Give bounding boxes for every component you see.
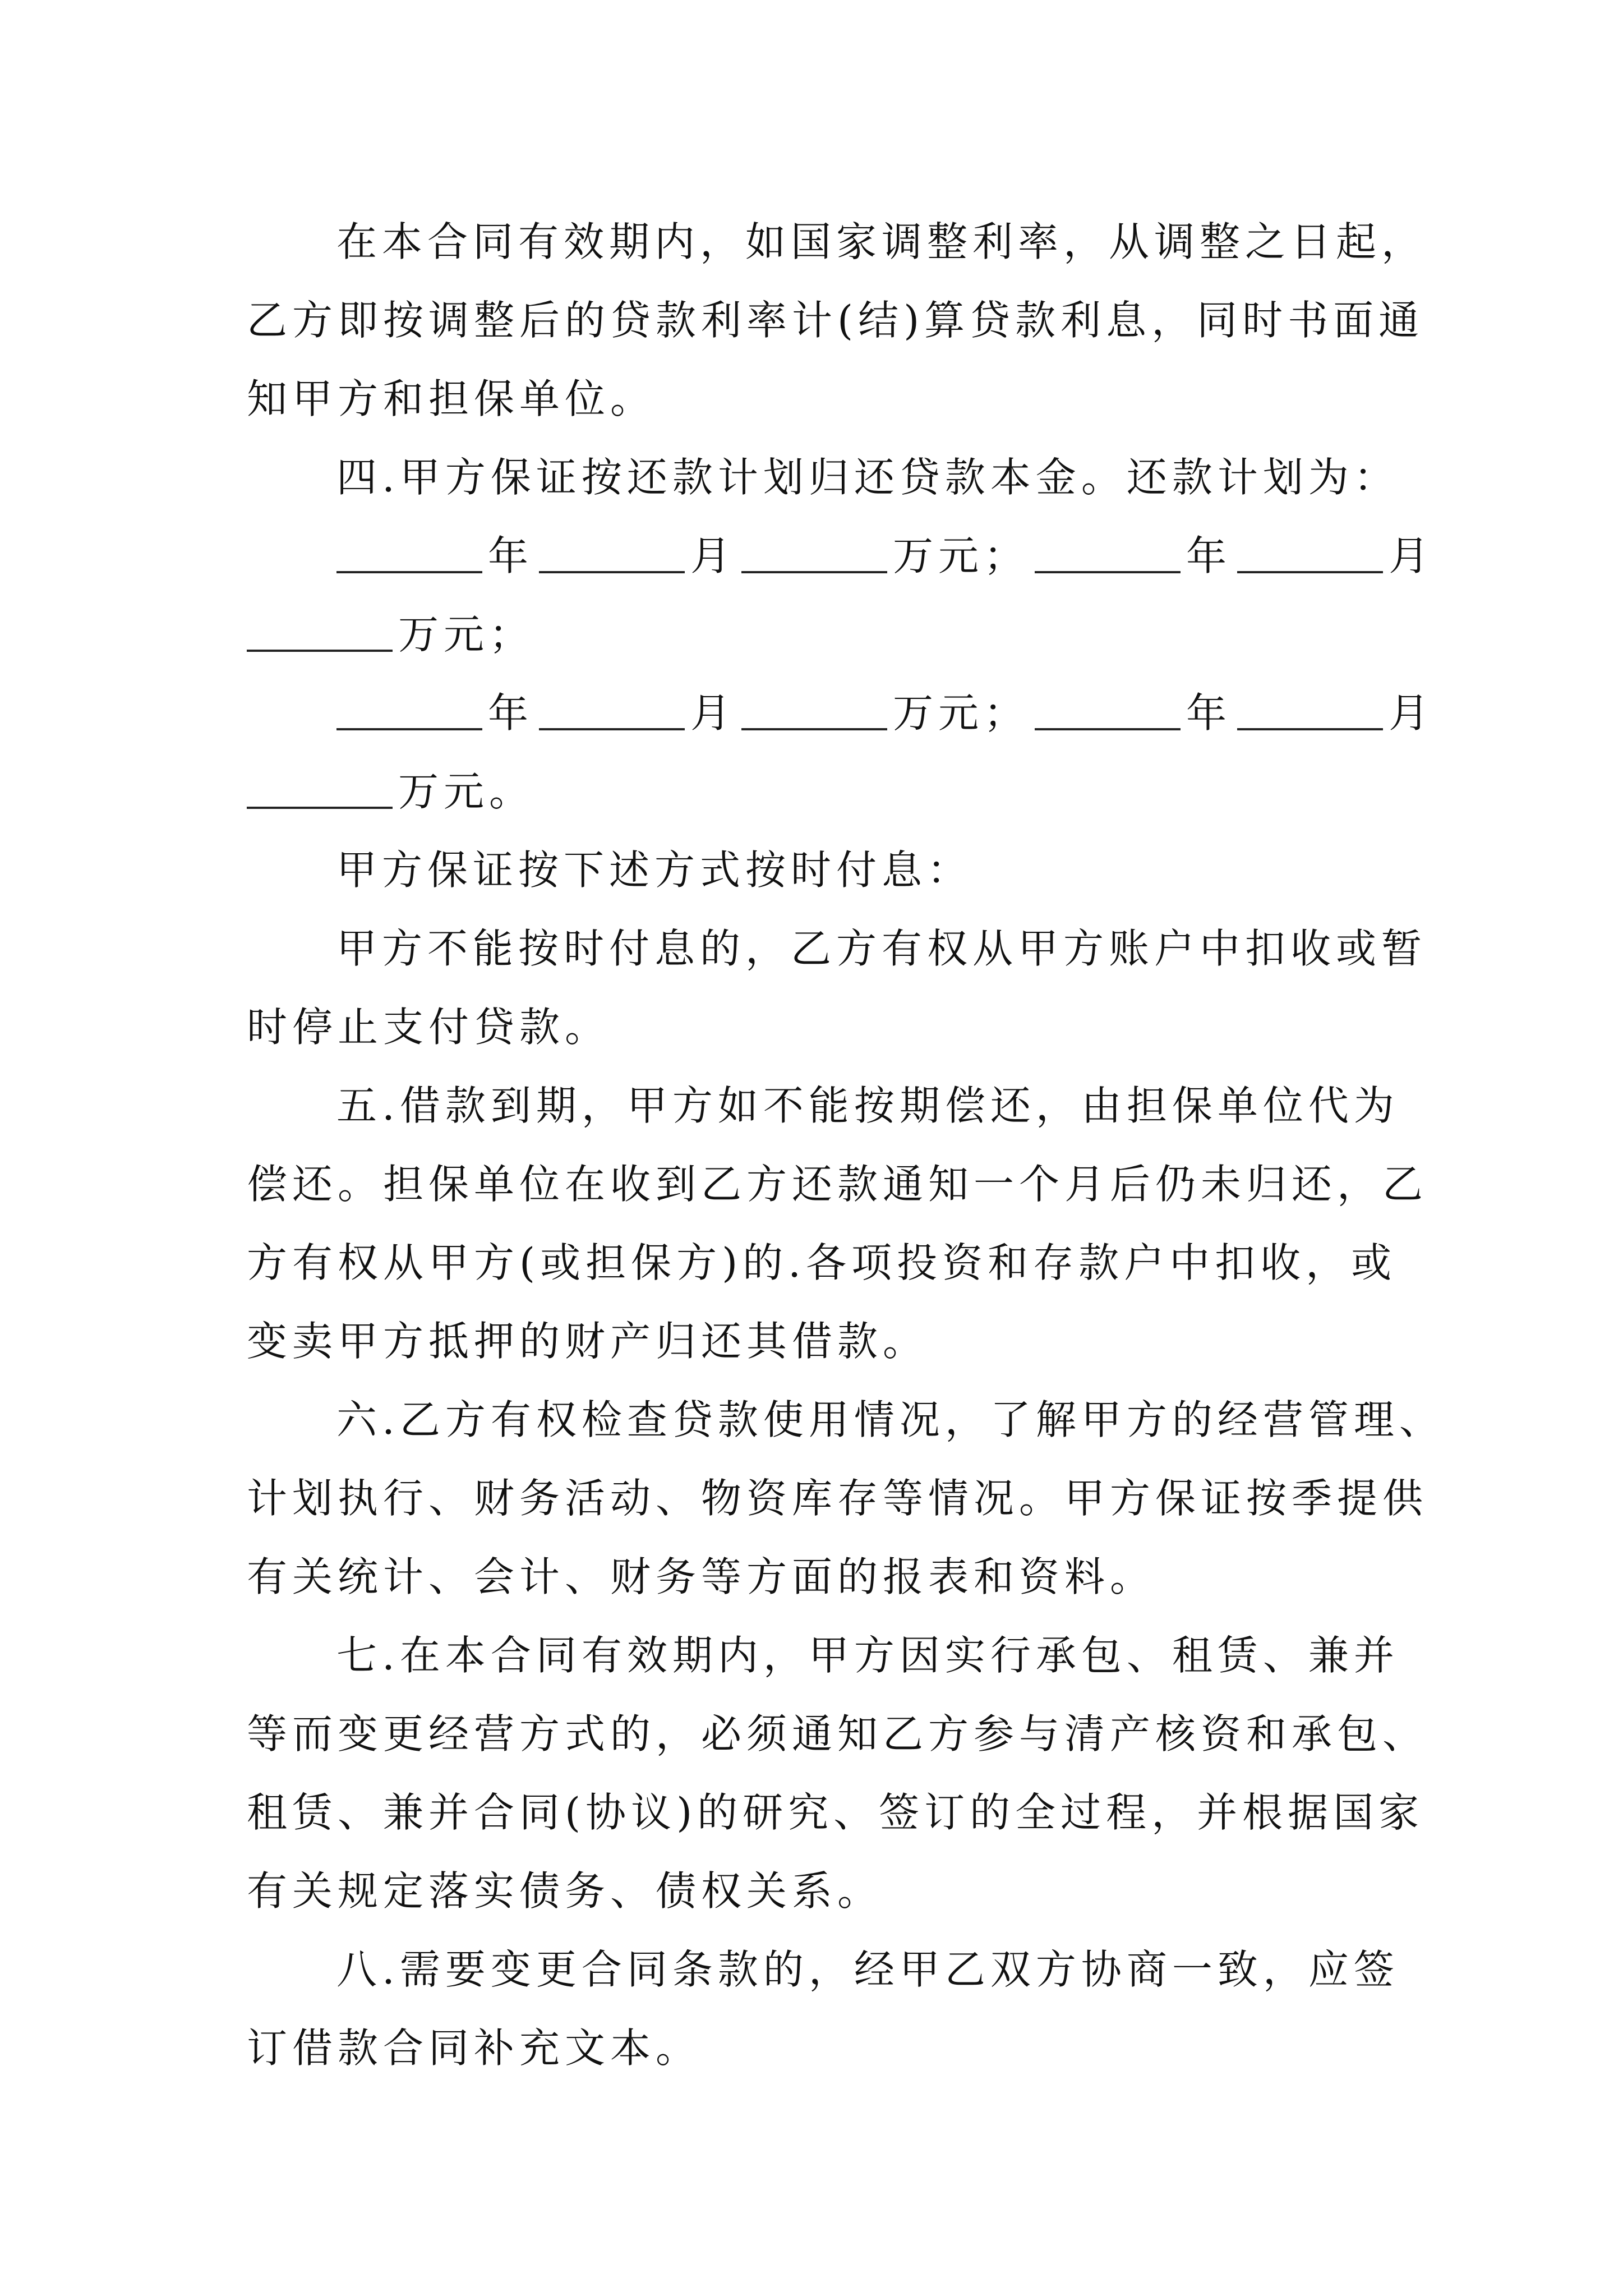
paragraph-line: 四.甲方保证按还款计划归还贷款本金。还款计划为： xyxy=(336,454,1399,501)
paragraph-line: 偿还。担保单位在收到乙方还款通知一个月后仍未归还，乙 xyxy=(247,1161,1428,1208)
blank-field[interactable] xyxy=(1237,571,1383,573)
repayment-plan-line-1b: 万元； xyxy=(247,614,534,655)
blank-field[interactable] xyxy=(1035,571,1181,573)
blank-field[interactable] xyxy=(336,571,482,573)
paragraph-line: 八.需要变更合同条款的，经甲乙双方协商一致，应签 xyxy=(336,1946,1399,1993)
paragraph-line: 有关规定落实债务、债权关系。 xyxy=(247,1867,883,1915)
blank-field[interactable] xyxy=(539,728,685,730)
paragraph-line: 六.乙方有权检查贷款使用情况，了解甲方的经营管理、 xyxy=(336,1396,1445,1443)
blank-field[interactable] xyxy=(247,650,393,652)
paragraph-line: 在本合同有效期内，如国家调整利率，从调整之日起， xyxy=(336,218,1427,265)
paragraph-line: 知甲方和担保单位。 xyxy=(247,375,656,422)
paragraph-line: 有关统计、会计、财务等方面的报表和资料。 xyxy=(247,1553,1156,1600)
paragraph-line: 订借款合同补充文本。 xyxy=(247,2024,702,2072)
paragraph-line: 变卖甲方抵押的财产归还其借款。 xyxy=(247,1318,929,1365)
paragraph-line: 七.在本合同有效期内，甲方因实行承包、租赁、兼并 xyxy=(336,1632,1399,1679)
paragraph-line: 时停止支付贷款。 xyxy=(247,1004,611,1051)
paragraph-line: 租赁、兼并合同(协议)的研究、签订的全过程，并根据国家 xyxy=(247,1789,1424,1836)
repayment-plan-line-2b: 万元。 xyxy=(247,771,534,812)
repayment-plan-line-1: 年 月 万元； 年 月 xyxy=(336,536,1434,576)
blank-field[interactable] xyxy=(1237,728,1383,730)
paragraph-line: 计划执行、财务活动、物资库存等情况。甲方保证按季提供 xyxy=(247,1475,1428,1522)
repayment-plan-line-2: 年 月 万元； 年 月 xyxy=(336,693,1434,733)
blank-field[interactable] xyxy=(1035,728,1181,730)
paragraph-line: 甲方保证按下述方式按时付息： xyxy=(336,846,973,894)
blank-field[interactable] xyxy=(539,571,685,573)
paragraph-line: 乙方即按调整后的贷款利率计(结)算贷款利息，同时书面通 xyxy=(247,297,1424,344)
paragraph-line: 等而变更经营方式的，必须通知乙方参与清产核资和承包、 xyxy=(247,1710,1428,1757)
paragraph-line: 甲方不能按时付息的，乙方有权从甲方账户中扣收或暂 xyxy=(336,925,1427,972)
blank-field[interactable] xyxy=(336,728,482,730)
blank-field[interactable] xyxy=(741,571,887,573)
paragraph-line: 方有权从甲方(或担保方)的.各项投资和存款户中扣收，或 xyxy=(247,1239,1397,1286)
paragraph-line: 五.借款到期，甲方如不能按期偿还，由担保单位代为 xyxy=(336,1082,1399,1129)
blank-field[interactable] xyxy=(741,728,887,730)
blank-field[interactable] xyxy=(247,807,393,809)
